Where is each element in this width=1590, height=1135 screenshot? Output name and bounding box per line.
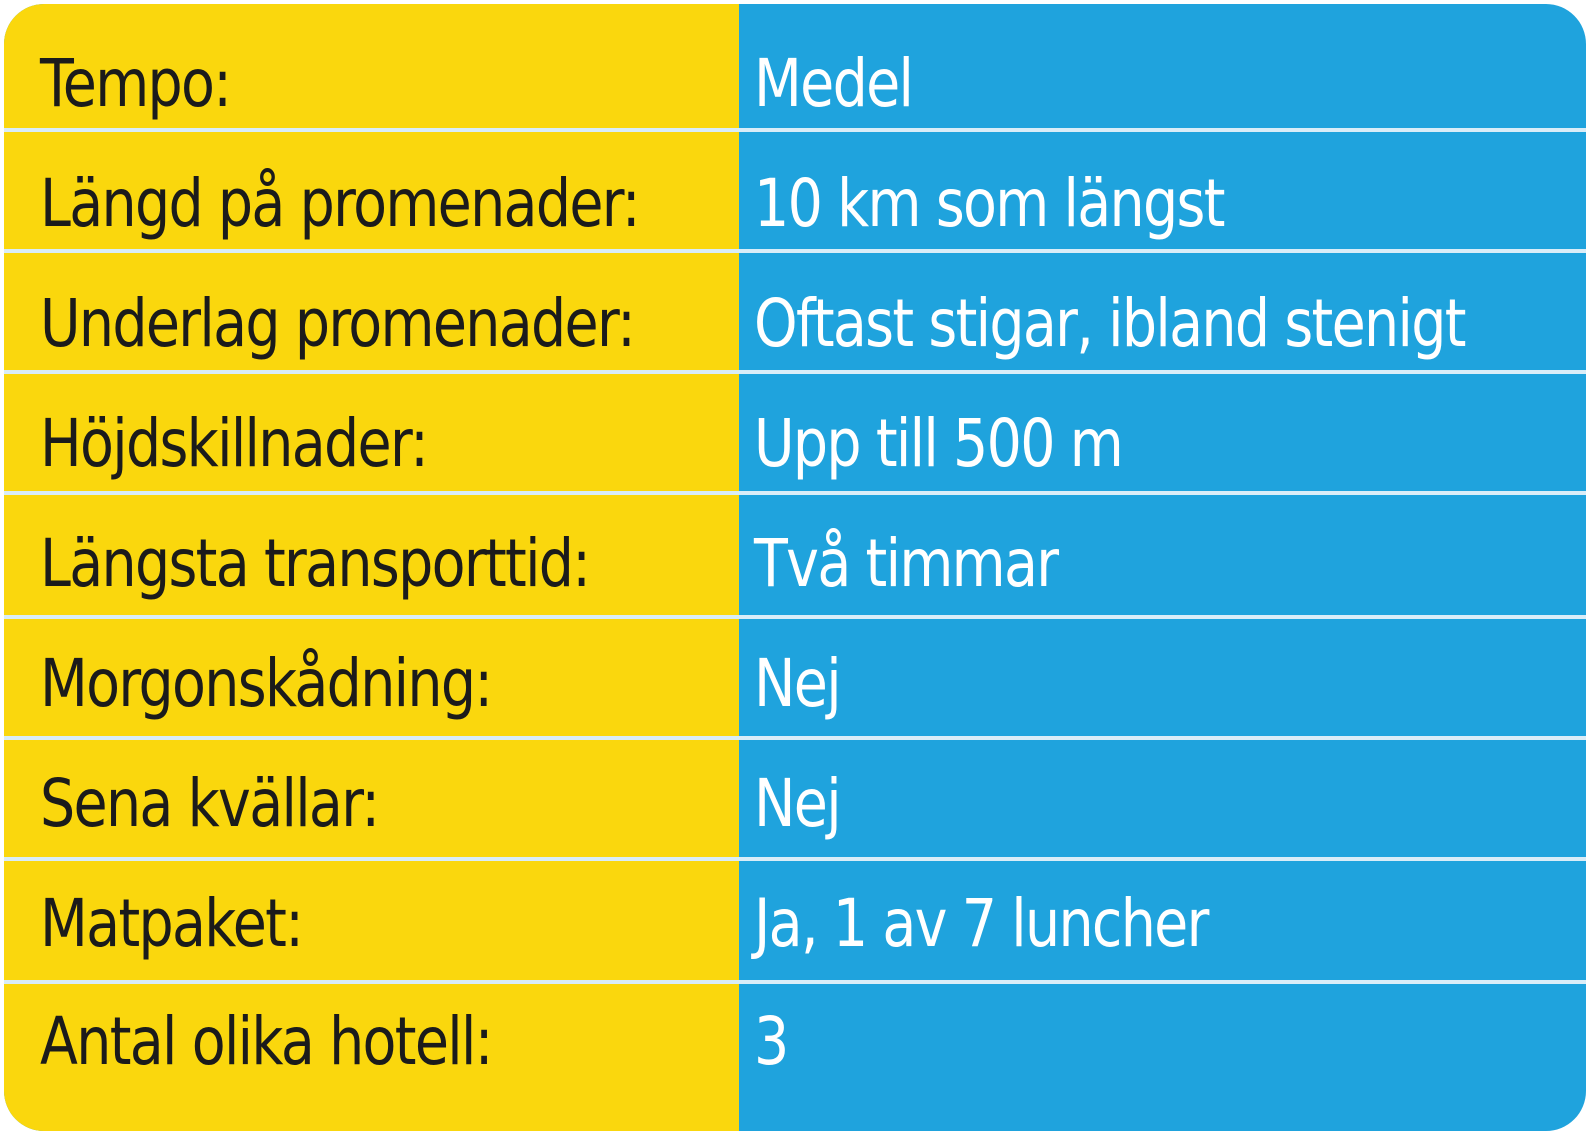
row-value: Medel [754, 45, 913, 122]
row-value: 3 [754, 1003, 788, 1080]
row-label: Längsta transporttid: [40, 525, 590, 602]
row-label: Morgonskådning: [40, 645, 492, 722]
info-row-morning-watching [4, 624, 1586, 744]
row-value: Oftast stigar, ibland stenigt [754, 285, 1465, 362]
info-table [4, 4, 1586, 1131]
row-label: Antal olika hotell: [40, 1003, 492, 1080]
row-divider [4, 370, 1586, 374]
row-value: Nej [754, 645, 840, 722]
info-row-hotel-count [4, 982, 1586, 1102]
row-label: Tempo: [40, 45, 231, 122]
row-divider [4, 128, 1586, 132]
row-label: Underlag promenader: [40, 285, 635, 362]
row-value: Nej [754, 765, 840, 842]
info-row-late-evenings [4, 744, 1586, 864]
row-value: 10 km som längst [754, 165, 1224, 242]
row-label: Höjdskillnader: [40, 405, 428, 482]
row-value: Upp till 500 m [754, 405, 1123, 482]
info-row-walk-surface [4, 264, 1586, 384]
row-label: Sena kvällar: [40, 765, 379, 842]
row-divider [4, 491, 1586, 495]
row-divider [4, 736, 1586, 740]
info-row-walk-length [4, 144, 1586, 264]
row-value: Ja, 1 av 7 luncher [754, 885, 1208, 962]
info-row-tempo [4, 24, 1586, 144]
info-card [4, 4, 1586, 1131]
row-divider [4, 857, 1586, 861]
row-divider [4, 249, 1586, 253]
info-row-packed-lunch [4, 864, 1586, 984]
info-row-elevation [4, 384, 1586, 504]
row-divider [4, 615, 1586, 619]
info-row-transport-time [4, 504, 1586, 624]
row-label: Längd på promenader: [40, 165, 639, 242]
row-label: Matpaket: [40, 885, 303, 962]
row-value: Två timmar [754, 525, 1058, 602]
